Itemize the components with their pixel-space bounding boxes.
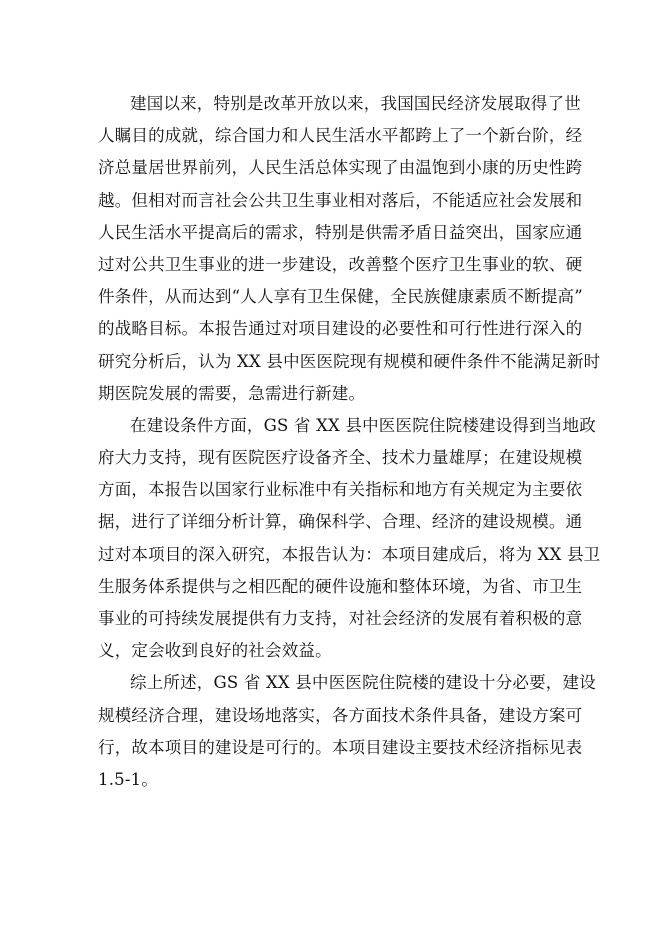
text-line: 研究分析后，认为 XX 县中医医院现有规模和硬件条件不能满足新时 xyxy=(98,351,601,371)
text-line: 规模经济合理，建设场地落实，各方面技术条件具备，建设方案可 xyxy=(98,705,583,725)
text-line: 人瞩目的成就，综合国力和人民生活水平都跨上了一个新台阶，经 xyxy=(98,126,583,146)
text-line: 府大力支持，现有医院医疗设备齐全、技术力量雄厚；在建设规模 xyxy=(98,448,583,468)
text-line: 据，进行了详细分析计算，确保科学、合理、经济的建设规模。通 xyxy=(98,512,583,532)
text-line: 件条件，从而达到“人人享有卫生保健，全民族健康素质不断提高” xyxy=(98,287,583,307)
text-line: 生服务体系提供与之相匹配的硬件设施和整体环境，为省、市卫生 xyxy=(98,576,583,596)
text-line: 期医院发展的需要，急需进行新建。 xyxy=(98,383,366,403)
text-line: 行，故本项目的建设是可行的。本项目建设主要技术经济指标见表 xyxy=(98,737,583,757)
text-line: 义，定会收到良好的社会效益。 xyxy=(98,641,332,661)
paragraph-2 xyxy=(98,410,601,668)
text-line: 方面，本报告以国家行业标准中有关指标和地方有关规定为主要依 xyxy=(98,480,583,500)
text-line: 的战略目标。本报告通过对项目建设的必要性和可行性进行深入的 xyxy=(98,319,583,339)
paragraph-1 xyxy=(98,88,601,410)
text-line: 过对公共卫生事业的进一步建设，改善整个医疗卫生事业的软、硬 xyxy=(98,254,583,274)
document-body xyxy=(98,88,601,796)
text-line: 事业的可持续发展提供有力支持，对社会经济的发展有着积极的意 xyxy=(98,609,583,628)
text-line: 建国以来，特别是改革开放以来，我国国民经济发展取得了世 xyxy=(130,94,581,113)
text-line: 越。但相对而言社会公共卫生事业相对落后，不能适应社会发展和 xyxy=(98,190,583,210)
text-line: 过对本项目的深入研究，本报告认为：本项目建成后，将为 XX 县卫 xyxy=(98,544,601,564)
text-line: 人民生活水平提高后的需求，特别是供需矛盾日益突出，国家应通 xyxy=(98,222,583,242)
text-line: 1.5-1。 xyxy=(98,769,159,789)
text-line: 在建设条件方面，GS 省 XX 县中医医院住院楼建设得到当地政 xyxy=(130,415,596,435)
text-line: 综上所述，GS 省 XX 县中医医院住院楼的建设十分必要，建设 xyxy=(130,673,596,693)
paragraph-3 xyxy=(98,667,596,796)
text-line: 济总量居世界前列，人民生活总体实现了由温饱到小康的历史性跨 xyxy=(98,158,583,178)
